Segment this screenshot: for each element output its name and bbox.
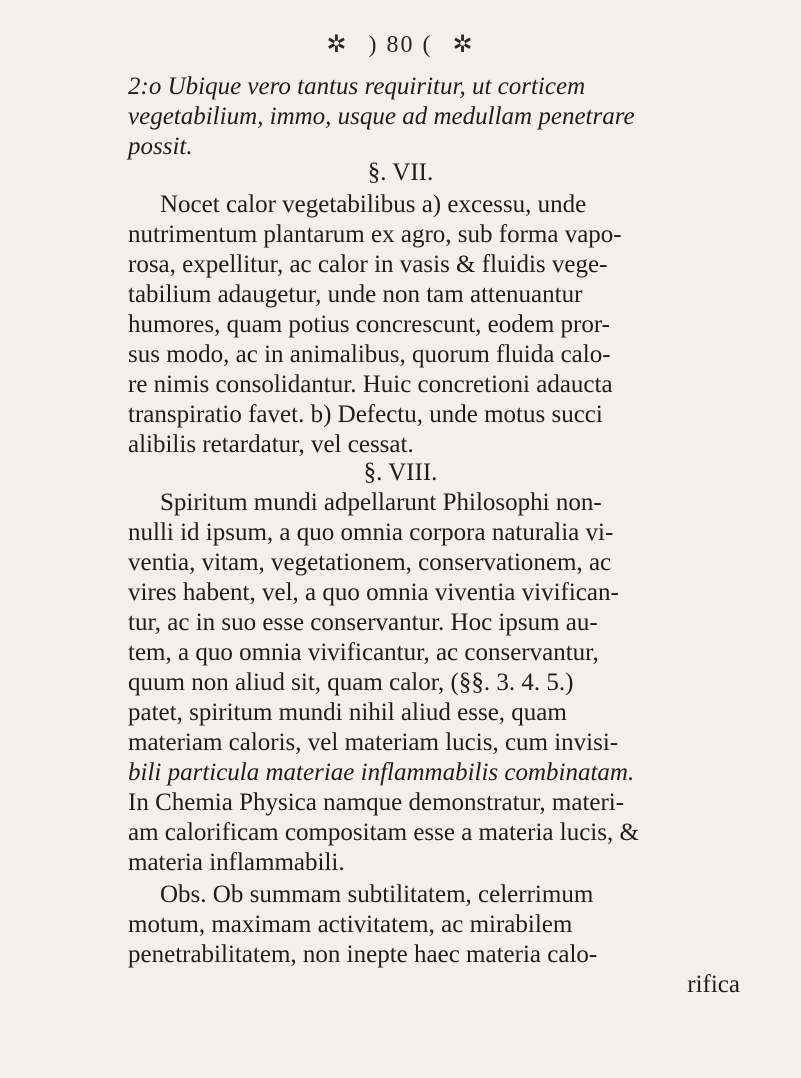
text-line: tabilium adaugetur, unde non tam attenuantur [128,281,583,308]
text-line: Spiritum mundi adpellarunt Philosophi non- [160,489,602,516]
text-line: nutrimentum plantarum ex agro, sub forma vapo- [128,221,622,248]
text-line: rosa, expellitur, ac calor in vasis & fluidis vege- [128,251,608,278]
page-header [0,30,801,59]
catchword: rifica [687,971,740,998]
section-heading: §. VIII. [363,459,438,486]
ornament-right-icon: ✲ [452,32,475,58]
text-line: vires habent, vel, a quo omnia viventia vivifican- [128,579,619,606]
ornament-left-icon: ✲ [326,32,349,58]
page-number: ) 80 ( [368,32,433,58]
text-line: nulli id ipsum, a quo omnia corpora naturalia vi- [128,519,614,546]
text-line: quum non aliud sit, quam calor, (§§. 3. 4. 5.) [128,669,574,696]
text-line: materiam caloris, vel materiam lucis, cum invisi- [128,729,619,756]
text-line: ventia, vitam, vegetationem, conservationem, ac [128,549,612,576]
text-line: motum, maximam activitatem, ac mirabilem [128,911,573,938]
text-line: am calorificam compositam esse a materia lucis, & [128,819,639,846]
section-heading: §. VII. [367,159,434,186]
text-line: alibilis retardatur, vel cessat. [128,431,414,458]
text-line: materia inflammabili. [128,849,345,876]
text-line: possit. [128,133,193,160]
text-line: Obs. Ob summam subtilitatem, celerrimum [160,881,594,908]
text-line: In Chemia Physica namque demonstratur, materi- [128,789,625,816]
text-line: tem, a quo omnia vivificantur, ac conservantur, [128,639,599,666]
text-line: bili particula materiae inflammabilis combinatam. [128,759,635,786]
text-line: vegetabilium, immo, usque ad medullam penetrare [128,103,635,130]
text-line: sus modo, ac in animalibus, quorum fluida calo- [128,341,611,368]
text-line: 2:o Ubique vero tantus requiritur, ut corticem [128,73,586,100]
text-line: tur, ac in suo esse conservantur. Hoc ipsum au- [128,609,598,636]
text-line: re nimis consolidantur. Huic concretioni adaucta [128,371,613,398]
text-line: transpiratio favet. b) Defectu, unde motus succi [128,401,603,428]
text-line: humores, quam potius concrescunt, eodem pror- [128,311,611,338]
text-line: patet, spiritum mundi nihil aliud esse, quam [128,699,567,726]
text-line: Nocet calor vegetabilibus a) excessu, unde [160,191,587,218]
text-line: penetrabilitatem, non inepte haec materia calo- [128,941,598,968]
